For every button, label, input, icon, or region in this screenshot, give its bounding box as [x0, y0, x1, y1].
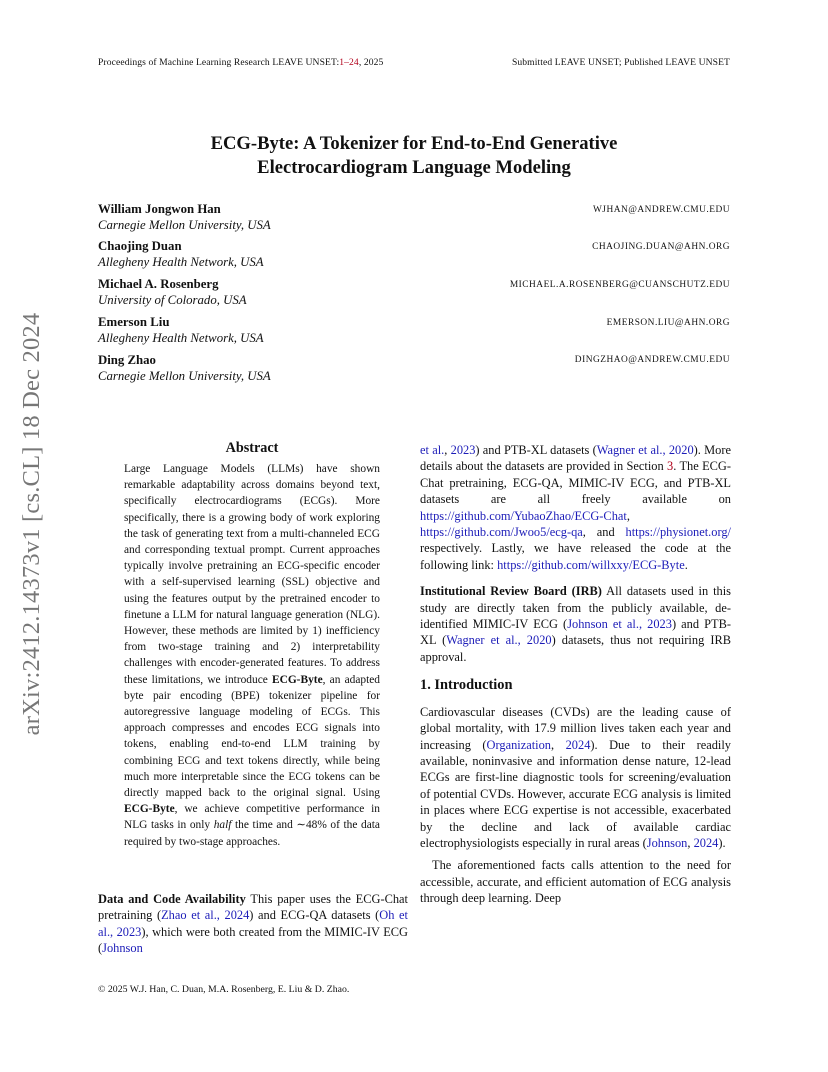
abstract-text: Large Language Models (LLMs) have shown remarkable adaptability across domains beyond text, specifically electrocardiograms (ECGs). More specifically, there is a growing body of work exploring the task of generating text from a multi-channeled ECG and corresponding textual prompt. Current approaches typically involve pretraining an ECG-specific encoder with a self-supervised learning (SSL) objective and using the features output by the pretrained encoder to finetune a LLM for natural language generation (NLG). However, these methods are limited by 1) inefficiency from two-stage training and 2) interpretability challenges with encoder-generated features. To address these limitations, we introduce ECG-Byte, an adapted byte pair encoding (BPE) tokenizer pipeline for autoregressive language modeling of ECGs. This approach compresses and encodes ECG signals into tokens, enabling end-to-end LLM training by combining ECG and text tokens directly, while being much more interpretable since the ECG tokens can be directly mapped back to the original signal. Using ECG-Byte, we achieve competitive performance in NLG tasks in only half the time and ∼48% of the data required by two-stage approaches.	[124, 463, 380, 848]
arxiv-stamp	[16, 288, 48, 760]
citation-link[interactable]: 2024	[565, 737, 591, 752]
url-link[interactable]: https://github.com/YubaoZhao/ECG-Chat	[420, 508, 627, 523]
section-heading-introduction: 1. Introduction	[420, 677, 513, 694]
author-email: DINGZHAO@ANDREW.CMU.EDU	[574, 355, 730, 365]
author-block	[98, 314, 264, 346]
author-block	[98, 352, 271, 384]
author-affiliation: University of Colorado, USA	[98, 293, 247, 307]
page-range-link[interactable]: 1–24	[339, 57, 359, 68]
citation-link[interactable]: 2024	[693, 835, 719, 850]
irb-paragraph: Institutional Review Board (IRB) All datasets used in this study are directly taken from the publicly available, de-identified MIMIC-IV ECG (Johnson et al., 2023) and PTB-XL (Wagner et al., 2020) datasets, thus not requiring IRB approval.	[420, 584, 732, 664]
author-email: WJHAN@ANDREW.CMU.EDU	[592, 205, 730, 215]
author-email: MICHAEL.A.ROSENBERG@CUANSCHUTZ.EDU	[509, 280, 730, 290]
author-email: EMERSON.LIU@AHN.ORG	[606, 318, 730, 328]
data-availability-paragraph-cont: et al., 2023) and PTB-XL datasets (Wagner et al., 2020). More details about the datasets are provided in Section 3. The ECG-Chat pretraining, ECG-QA, MIMIC-IV ECG, and PTB-XL datasets are all freely available on https://github.com/YubaoZhao/ECG-Chat, https://github.com/Jwoo5/ecg-qa, and https://physionet.org/ respectively. Lastly, we have released the code at the following link: https://github.com/willxxy/ECG-Byte.	[420, 443, 731, 572]
copyright-footer: © 2025 W.J. Han, C. Duan, M.A. Rosenberg, E. Liu & D. Zhao.	[98, 984, 350, 995]
data-availability-paragraph-start: Data and Code Availability This paper uses the ECG-Chat pretraining (Zhao et al., 2024) and ECG-QA datasets (Oh et al., 2023), which were both created from the MIMIC-IV ECG (Johnson	[98, 892, 408, 956]
author-name: William Jongwon Han	[98, 202, 221, 216]
citation-link[interactable]: Johnson et al., 2023	[567, 617, 672, 632]
intro-paragraph-1: Cardiovascular diseases (CVDs) are the leading cause of global mortality, with 17.9 million lives taken each year and increasing (Organization, 2024). Due to their readily available, noninvasive and information dense nature, 12-lead ECGs are first-line diagnostic tools for screening/evaluation of potential CVDs. However, accurate ECG analysis is limited in places where ECG expertise is not accessible, exacerbated by the decline and lack of available cardiac electrophysiologists especially in rural areas (Johnson, 2024).	[420, 704, 731, 850]
citation-link[interactable]: Oh et al., 2023	[98, 908, 408, 939]
author-affiliation: Allegheny Health Network, USA	[98, 255, 264, 269]
citation-link[interactable]: Organization	[486, 737, 552, 752]
citation-link[interactable]: Johnson	[646, 835, 688, 850]
section-ref-link[interactable]: 3	[667, 459, 674, 474]
citation-link[interactable]: Johnson	[102, 941, 143, 956]
citation-link[interactable]: Wagner et al., 2020	[596, 443, 694, 457]
irb-heading: Institutional Review Board (IRB)	[420, 584, 602, 599]
intro-paragraph-2: The aforementioned facts calls attention to the need for accessible, accurate, and efficient automation of ECG analysis through deep learning. Deep	[420, 858, 731, 906]
data-availability-heading: Data and Code Availability	[98, 892, 246, 906]
author-email: CHAOJING.DUAN@AHN.ORG	[592, 242, 730, 252]
arxiv-stamp-text: arXiv:2412.14373v1 [cs.CL] 18 Dec 2024	[18, 312, 45, 736]
paper-title	[0, 132, 828, 180]
author-affiliation: Allegheny Health Network, USA	[98, 331, 264, 345]
author-affiliation: Carnegie Mellon University, USA	[98, 369, 271, 383]
author-name: Ding Zhao	[98, 353, 156, 367]
citation-link[interactable]: 2023	[450, 443, 476, 457]
author-name: Michael A. Rosenberg	[98, 277, 219, 291]
url-link[interactable]: https://github.com/willxxy/ECG-Byte	[497, 557, 685, 572]
url-link[interactable]: https://github.com/Jwoo5/ecg-qa	[420, 525, 583, 540]
citation-link[interactable]: Wagner et al., 2020	[446, 633, 552, 648]
title-line: ECG-Byte: A Tokenizer for End-to-End Generative	[210, 133, 618, 154]
author-name: Emerson Liu	[98, 315, 170, 329]
running-header-right: Submitted LEAVE UNSET; Published LEAVE UNSET	[511, 57, 730, 68]
url-link[interactable]: https://physionet.org/	[625, 525, 731, 540]
running-header-left: Proceedings of Machine Learning Research LEAVE UNSET:1–24, 2025	[98, 57, 384, 68]
author-affiliation: Carnegie Mellon University, USA	[98, 218, 271, 232]
author-name: Chaojing Duan	[98, 239, 182, 253]
abstract-heading: Abstract	[225, 440, 279, 456]
citation-link[interactable]: Zhao et al., 2024	[161, 908, 250, 923]
citation-link[interactable]: et al.	[420, 443, 445, 457]
author-block	[98, 238, 264, 270]
title-line: Electrocardiogram Language Modeling	[257, 157, 571, 178]
author-block	[98, 276, 247, 308]
right-column	[420, 442, 731, 913]
author-block	[98, 201, 271, 233]
